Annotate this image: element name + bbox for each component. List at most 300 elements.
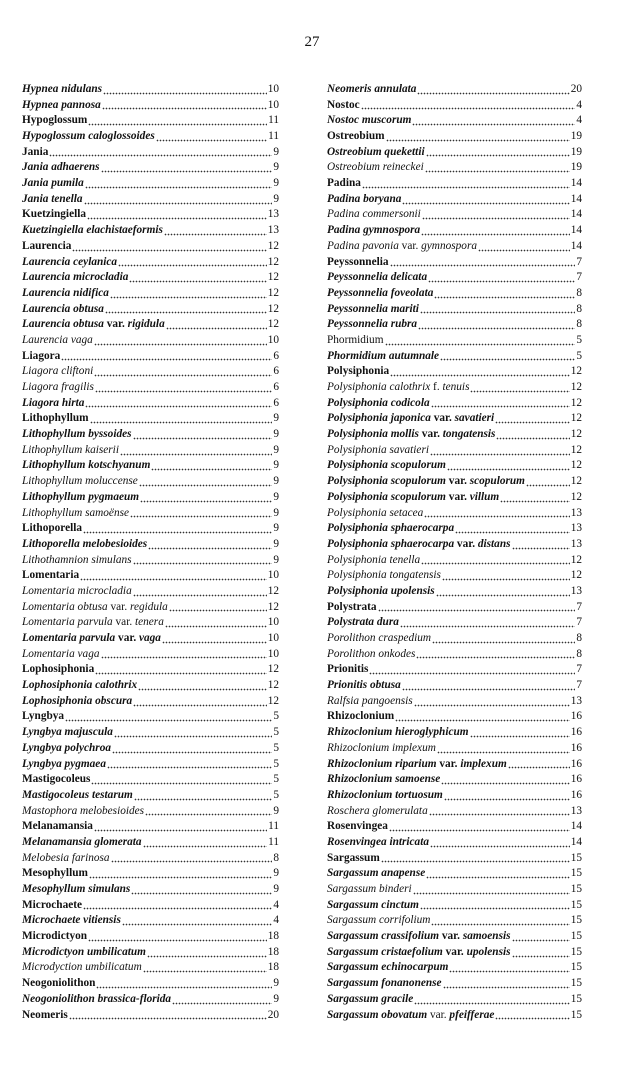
- dot-leader: [131, 884, 272, 895]
- entry-page-number: 5: [576, 349, 582, 362]
- entry-page-number: 11: [268, 820, 279, 833]
- index-entry: [22, 255, 279, 271]
- entry-name-part: Padina boryana: [327, 192, 402, 205]
- entry-name: [327, 866, 425, 882]
- entry-name-part: Jania pumila: [22, 177, 84, 190]
- entry-name: [327, 129, 385, 145]
- entry-page-number: 13: [267, 224, 279, 237]
- index-entry: [327, 333, 582, 349]
- entry-name: [22, 898, 82, 914]
- index-entry: [327, 678, 582, 694]
- entry-name-part: Lomentaria parvula: [22, 632, 116, 645]
- index-entry: [327, 98, 582, 114]
- dot-leader: [431, 915, 569, 926]
- entry-name: [22, 286, 109, 302]
- entry-name-part: Polysiphonia codicola: [327, 396, 430, 409]
- entry-page-number: 12: [267, 600, 279, 613]
- entry-name-part: Microchaete: [22, 898, 83, 911]
- index-entry: [327, 835, 582, 851]
- entry-name: [327, 772, 440, 788]
- entry-page-number: 7: [576, 255, 582, 268]
- index-entry: [22, 584, 279, 600]
- entry-name-part: Lophosiphonia obscura: [22, 694, 133, 707]
- index-entry: [22, 553, 279, 569]
- entry-name-part: Microdyction umbilicatum: [22, 961, 142, 974]
- entry-page-number: 5: [273, 773, 279, 786]
- entry-name-part: Polysiphonia japonica: [327, 412, 431, 425]
- index-entry: [327, 631, 582, 647]
- entry-name-part: Padina: [327, 177, 361, 190]
- entry-name: [22, 521, 82, 537]
- dot-leader: [94, 335, 267, 346]
- entry-name: [327, 945, 511, 961]
- entry-name-part: Sargassum corrifolium: [327, 914, 431, 927]
- index-entry: [22, 976, 279, 992]
- entry-page-number: 5: [273, 710, 279, 723]
- entry-name-part: Polysiphonia scopulorum: [327, 475, 446, 488]
- entry-page-number: 16: [570, 773, 582, 786]
- entry-page-number: 5: [273, 726, 279, 739]
- dot-leader: [470, 727, 570, 738]
- dot-leader: [140, 492, 272, 503]
- entry-name: [22, 474, 138, 490]
- entry-page-number: 12: [570, 553, 582, 566]
- entry-page-number: 15: [570, 867, 582, 880]
- entry-name-part: Lomentaria vaga: [22, 647, 100, 660]
- dot-leader: [95, 382, 272, 393]
- dot-leader: [130, 507, 272, 518]
- entry-name-part: Peyssonnelia delicata: [327, 271, 428, 284]
- entry-name: [327, 882, 412, 898]
- entry-name-part: var.: [436, 757, 461, 770]
- entry-name: [327, 396, 430, 412]
- index-entry: [22, 474, 279, 490]
- index-entry: [327, 961, 582, 977]
- entry-name-part: var.: [454, 537, 478, 550]
- entry-name: [327, 584, 435, 600]
- entry-name-part: Padina gymnospora: [327, 224, 421, 237]
- dot-leader: [65, 711, 272, 722]
- entry-name: [327, 819, 388, 835]
- index-entry: [327, 615, 582, 631]
- index-entry: [327, 662, 582, 678]
- entry-name-part: Peyssonnelia mariti: [327, 302, 419, 315]
- dot-leader: [430, 837, 570, 848]
- entry-name-part: Ostreobium: [327, 130, 385, 143]
- entry-name-part: Rosenvingea intricata: [327, 835, 429, 848]
- dot-leader: [118, 256, 267, 267]
- dot-leader: [414, 696, 570, 707]
- entry-name-part: Polysiphonia mollis: [327, 428, 419, 441]
- entry-name-part: Melanamansia: [22, 820, 93, 833]
- entry-page-number: 9: [273, 883, 279, 896]
- index-entry: [22, 929, 279, 945]
- entry-name-part: Ostreobium quekettii: [327, 145, 425, 158]
- entry-page-number: 9: [273, 553, 279, 566]
- entry-page-number: 9: [273, 522, 279, 535]
- entry-name: [22, 317, 165, 333]
- entry-name: [22, 709, 64, 725]
- index-entry: [22, 945, 279, 961]
- entry-name-part: Liagora: [22, 349, 61, 362]
- dot-leader: [432, 633, 575, 644]
- entry-name: [22, 270, 128, 286]
- entry-page-number: 13: [570, 694, 582, 707]
- dot-leader: [148, 539, 272, 550]
- entry-name: [22, 819, 93, 835]
- index-entry: [327, 302, 582, 318]
- entry-name-part: Laurencia: [22, 239, 72, 252]
- entry-name: [22, 725, 113, 741]
- index-entry: [327, 898, 582, 914]
- dot-leader: [389, 821, 570, 832]
- index-entry: [22, 317, 279, 333]
- entry-page-number: 8: [273, 851, 279, 864]
- index-entry: [22, 757, 279, 773]
- entry-name-part: var.: [112, 616, 135, 629]
- entry-page-number: 9: [273, 192, 279, 205]
- dot-leader: [89, 868, 272, 879]
- entry-page-number: 7: [576, 271, 582, 284]
- entry-page-number: 12: [267, 584, 279, 597]
- entry-name-part: Lomentaria parvula: [22, 616, 113, 629]
- dot-leader: [139, 476, 273, 487]
- dot-leader: [420, 899, 570, 910]
- entry-page-number: 7: [576, 663, 582, 676]
- index-entry: [327, 459, 582, 475]
- entry-page-number: 19: [570, 161, 582, 174]
- entry-page-number: 15: [570, 1008, 582, 1021]
- dot-leader: [426, 868, 569, 879]
- entry-page-number: 12: [267, 255, 279, 268]
- index-entry: [22, 223, 279, 239]
- entry-name: [22, 647, 100, 663]
- index-entry: [22, 113, 279, 129]
- dot-leader: [436, 586, 570, 597]
- index-entry: [22, 129, 279, 145]
- entry-name: [327, 223, 420, 239]
- entry-name-part: Ostreobium reineckei: [327, 161, 424, 174]
- entry-name: [22, 537, 147, 553]
- entry-name: [22, 741, 111, 757]
- entry-page-number: 12: [570, 475, 582, 488]
- entry-name-part: Nostoc muscorum: [327, 114, 412, 127]
- index-entry: [327, 647, 582, 663]
- entry-name: [327, 192, 401, 208]
- index-entry: [22, 694, 279, 710]
- index-entry: [22, 961, 279, 977]
- entry-name: [327, 694, 413, 710]
- entry-name: [22, 207, 86, 223]
- entry-page-number: 8: [576, 632, 582, 645]
- entry-page-number: 14: [570, 835, 582, 848]
- dot-leader: [134, 790, 273, 801]
- entry-page-number: 12: [267, 663, 279, 676]
- entry-page-number: 12: [570, 443, 582, 456]
- entry-name-part: f.: [430, 381, 443, 394]
- dot-leader: [69, 1009, 267, 1020]
- dot-leader: [101, 648, 267, 659]
- index-entry: [327, 741, 582, 757]
- entry-name-part: Jania tenella: [22, 192, 83, 205]
- index-entry: [22, 631, 279, 647]
- entry-name-part: Phormidium: [327, 333, 384, 346]
- dot-leader: [440, 350, 575, 361]
- dot-leader: [428, 272, 575, 283]
- dot-leader: [80, 570, 267, 581]
- entry-name-part: var.: [103, 318, 128, 331]
- entry-name-part: var.: [439, 930, 463, 943]
- entry-name-part: Rhizoclonium riparium: [327, 757, 437, 770]
- index-entry: [22, 725, 279, 741]
- index-entry: [22, 270, 279, 286]
- entry-page-number: 7: [576, 600, 582, 613]
- index-entry: [22, 443, 279, 459]
- entry-page-number: 12: [570, 428, 582, 441]
- entry-page-number: 7: [576, 679, 582, 692]
- entry-name: [327, 992, 413, 1008]
- dot-leader: [112, 743, 272, 754]
- entry-name: [327, 709, 394, 725]
- entry-page-number: 4: [576, 114, 582, 127]
- dot-leader: [378, 601, 576, 612]
- entry-page-number: 12: [570, 569, 582, 582]
- entry-page-number: 13: [570, 584, 582, 597]
- entry-name-part: Lithophyllum: [22, 412, 89, 425]
- entry-name-part: Rhizoclonium: [327, 710, 395, 723]
- entry-name: [22, 615, 164, 631]
- entry-name-part: Jania: [22, 145, 49, 158]
- entry-name-part: Mesophyllum: [22, 867, 88, 880]
- entry-name-part: Roschera glomerulata: [327, 804, 428, 817]
- entry-name: [22, 458, 150, 474]
- entry-page-number: 14: [570, 177, 582, 190]
- index-entry: [327, 866, 582, 882]
- entry-name: [327, 98, 360, 114]
- entry-name-part: villum: [469, 490, 500, 503]
- entry-page-number: 12: [570, 381, 582, 394]
- index-entry: [327, 992, 582, 1008]
- index-entry: [327, 882, 582, 898]
- index-entry: [22, 600, 279, 616]
- entry-page-number: 12: [570, 365, 582, 378]
- entry-name-part: var.: [107, 600, 130, 613]
- dot-leader: [418, 319, 575, 330]
- index-entry: [327, 239, 582, 255]
- dot-leader: [443, 978, 570, 989]
- dot-leader: [395, 711, 570, 722]
- entry-name-part: Microdictyon: [22, 930, 88, 943]
- entry-name: [22, 506, 129, 522]
- entry-name: [22, 694, 132, 710]
- index-entry: [327, 710, 582, 726]
- entry-page-number: 9: [273, 475, 279, 488]
- entry-name: [22, 913, 121, 929]
- index-entry: [22, 521, 279, 537]
- entry-name: [22, 490, 139, 506]
- entry-page-number: 6: [273, 365, 279, 378]
- entry-name: [327, 490, 499, 506]
- entry-name-part: Sargassum crassifolium: [327, 930, 440, 943]
- entry-name: [22, 678, 137, 694]
- entry-name: [22, 945, 146, 961]
- entry-name-part: Lithophyllum kaiserii: [22, 443, 119, 456]
- entry-name-part: Laurencia nidifica: [22, 286, 109, 299]
- index-entry: [327, 270, 582, 286]
- index-entry: [22, 1008, 279, 1024]
- entry-name: [327, 458, 446, 474]
- entry-name-part: samoensis: [462, 930, 511, 943]
- entry-page-number: 6: [273, 349, 279, 362]
- entry-name-part: Sargassum fonanonense: [327, 977, 442, 990]
- entry-page-number: 9: [273, 412, 279, 425]
- entry-name: [327, 506, 423, 522]
- index-entry: [22, 145, 279, 161]
- entry-page-number: 14: [570, 239, 582, 252]
- entry-name-part: Lithophyllum kotschyanum: [22, 459, 151, 472]
- index-column-right: [327, 82, 582, 1023]
- entry-page-number: 18: [267, 930, 279, 943]
- dot-leader: [512, 539, 570, 550]
- entry-name: [327, 1008, 494, 1024]
- entry-name-part: Mesophyllum simulans: [22, 883, 131, 896]
- entry-name: [327, 317, 417, 333]
- entry-name-part: Lyngbya polychroa: [22, 741, 112, 754]
- dot-leader: [455, 523, 570, 534]
- dot-leader: [447, 460, 570, 471]
- dot-leader: [61, 350, 272, 361]
- entry-name-part: Hypoglossum caloglossoides: [22, 130, 155, 143]
- entry-page-number: 11: [268, 835, 279, 848]
- entry-name: [22, 380, 94, 396]
- entry-page-number: 10: [267, 647, 279, 660]
- dot-leader: [85, 178, 273, 189]
- entry-name: [22, 929, 87, 945]
- dot-leader: [105, 303, 267, 314]
- entry-name: [327, 741, 436, 757]
- entry-name-part: Kuetzingiella elachistaeformis: [22, 224, 163, 237]
- entry-name-part: regidula: [129, 600, 168, 613]
- entry-page-number: 5: [576, 333, 582, 346]
- entry-page-number: 15: [570, 930, 582, 943]
- index-entry: [327, 945, 582, 961]
- dot-leader: [381, 852, 570, 863]
- entry-name: [327, 302, 419, 318]
- entry-name: [327, 537, 511, 553]
- entry-page-number: 5: [273, 757, 279, 770]
- dot-leader: [437, 743, 570, 754]
- index-entry: [327, 537, 582, 553]
- entry-name: [327, 160, 424, 176]
- entry-name-part: Neogoniolithon brassica-florida: [22, 992, 172, 1005]
- entry-page-number: 16: [570, 757, 582, 770]
- entry-name-part: Neogoniolithon: [22, 977, 96, 990]
- index-entry: [22, 333, 279, 349]
- index-entry: [327, 772, 582, 788]
- dot-leader: [143, 837, 268, 848]
- entry-page-number: 9: [273, 537, 279, 550]
- entry-name: [22, 364, 93, 380]
- dot-leader: [96, 978, 272, 989]
- dot-leader: [145, 805, 272, 816]
- entry-name: [327, 207, 421, 223]
- index-entry: [22, 882, 279, 898]
- index-entry: [22, 411, 279, 427]
- index-entry: [22, 176, 279, 192]
- index-entry: [327, 129, 582, 145]
- dot-leader: [83, 523, 272, 534]
- entry-name-part: Polysiphonia setacea: [327, 506, 424, 519]
- entry-name-part: Polystrata dura: [327, 616, 399, 629]
- entry-name: [22, 866, 88, 882]
- entry-page-number: 20: [267, 1008, 279, 1021]
- entry-page-number: 9: [273, 145, 279, 158]
- index-entry: [22, 192, 279, 208]
- dot-leader: [88, 931, 267, 942]
- dot-leader: [90, 413, 273, 424]
- index-entry: [327, 584, 582, 600]
- entry-name-part: Porolithon onkodes: [327, 647, 416, 660]
- entry-page-number: 9: [273, 459, 279, 472]
- dot-leader: [512, 947, 570, 958]
- entry-name: [327, 757, 507, 773]
- entry-name-part: Polysiphonia: [327, 365, 390, 378]
- index-entry: [327, 82, 582, 98]
- dot-leader: [143, 962, 267, 973]
- dot-leader: [111, 852, 273, 863]
- index-entry: [327, 349, 582, 365]
- entry-name: [22, 992, 171, 1008]
- entry-name: [22, 568, 79, 584]
- entry-name-part: Rhizoclonium implexum: [327, 741, 436, 754]
- dot-leader: [102, 99, 267, 110]
- entry-name: [327, 835, 429, 851]
- entry-page-number: 10: [267, 616, 279, 629]
- entry-name: [327, 270, 427, 286]
- entry-name: [22, 443, 119, 459]
- entry-name-part: Lithoporella: [22, 522, 83, 535]
- index-entry: [22, 898, 279, 914]
- index-entry: [327, 757, 582, 773]
- entry-name: [22, 349, 60, 365]
- entry-page-number: 15: [570, 945, 582, 958]
- entry-name-part: Mastigocoleus: [22, 773, 91, 786]
- dot-leader: [470, 382, 569, 393]
- dot-leader: [110, 288, 267, 299]
- entry-name: [22, 631, 161, 647]
- entry-name-part: Rhizoclonium hieroglyphicum: [327, 726, 469, 739]
- dot-leader: [426, 146, 570, 157]
- entry-name-part: Padina commersonii: [327, 208, 421, 221]
- entry-name: [22, 882, 130, 898]
- entry-name-part: Melanamansia glomerata: [22, 835, 142, 848]
- dot-leader: [422, 209, 570, 220]
- entry-page-number: 8: [576, 318, 582, 331]
- entry-name-part: Lomentaria microcladia: [22, 584, 132, 597]
- entry-name: [22, 960, 142, 976]
- entry-name: [22, 600, 168, 616]
- entry-name-part: var.: [442, 945, 467, 958]
- entry-name-part: tenera: [134, 616, 164, 629]
- index-entry: [327, 474, 582, 490]
- dot-leader: [107, 758, 272, 769]
- entry-name-part: Polysiphonia scopulorum: [327, 490, 446, 503]
- dot-leader: [164, 225, 267, 236]
- entry-name-part: Sargassum gracile: [327, 992, 414, 1005]
- entry-name: [22, 584, 132, 600]
- entry-name: [327, 145, 425, 161]
- entry-page-number: 10: [267, 82, 279, 95]
